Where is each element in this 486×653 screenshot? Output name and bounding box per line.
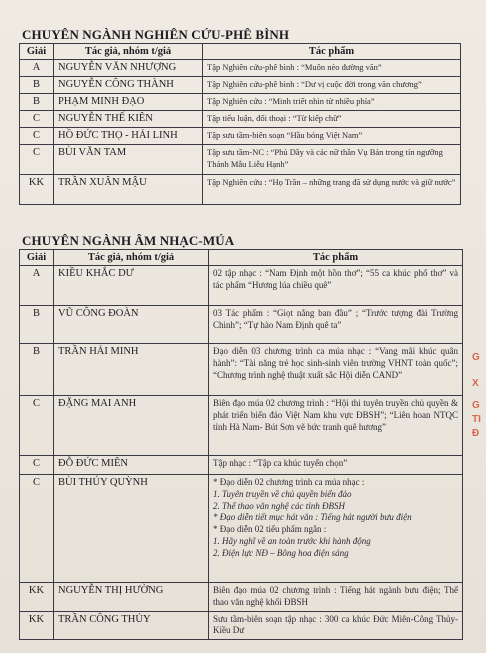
- award-grade: C: [20, 456, 54, 475]
- work-text: Tập tiểu luận, đối thoại : “Từ kiếp chữ”: [207, 113, 342, 123]
- table-body: [20, 266, 463, 640]
- author-name: HỒ ĐỨC THỌ - HẢI LINH: [54, 128, 203, 145]
- work-text: Biên đạo múa 02 chương trình : “Hội thi tuyên truyền chủ quyền & phát triển biển đảo Việt Nam khu vực ĐBSH”; “Liên hoan NTQC tỉnh Hà Nam- Bút Sơn vẽ bức tranh quê hương”: [213, 398, 458, 432]
- table-body: [20, 60, 461, 205]
- work-text: Sưu tầm-biên soạn tập nhạc : 300 ca khúc Đức Miên-Công Thủy-Kiều Dư: [213, 613, 458, 636]
- author-name: TRẦN XUÂN MẬU: [54, 175, 203, 205]
- table-row: [20, 128, 461, 145]
- header-work: Tác phẩm: [209, 250, 463, 266]
- table-row: [20, 456, 463, 475]
- work-text: Tập Nghiên cứu-phê bình : “Muôn nẻo đường văn”: [207, 62, 382, 72]
- work-text: Tập sưu tầm-biên soạn “Hầu bóng Việt Nam”: [207, 130, 363, 140]
- work-cell: [209, 344, 463, 396]
- table-row: [20, 266, 463, 306]
- award-grade: B: [20, 94, 54, 111]
- work-text: 02 tập nhạc : “Nam Định một hồn thơ”; “55 ca khúc phố thơ” và tác phẩm “Hương lúa chiều quê”: [213, 268, 458, 290]
- award-grade: KK: [20, 583, 54, 612]
- work-cell: [209, 583, 463, 612]
- table-row: [20, 94, 461, 111]
- author-name: NGUYỄN THỊ HƯỜNG: [54, 583, 209, 612]
- table-row: [20, 396, 463, 456]
- section-title-music-dance: CHUYÊN NGÀNH ÂM NHẠC-MÚA: [22, 233, 235, 248]
- award-grade: C: [20, 396, 54, 456]
- edge-stamp-fragment: G: [472, 400, 480, 411]
- author-name: NGUYỄN VĂN NHƯỢNG: [54, 60, 203, 77]
- work-text: Biên đạo múa 02 chương trình : Tiếng hát ngành bưu điện; Thể thao văn nghệ khối ĐBSH: [213, 585, 458, 607]
- work-text: Tập Nghiên cứu : “Minh triết nhìn từ nhiều phía”: [207, 96, 375, 106]
- edge-stamp-fragment: X: [472, 378, 479, 389]
- award-grade: C: [20, 128, 54, 145]
- work-text: 1. Hãy nghĩ về an toàn trước khi hành động: [213, 535, 371, 546]
- author-name: NGUYỄN CÔNG THÀNH: [54, 77, 203, 94]
- work-cell: [209, 456, 463, 475]
- award-grade: A: [20, 266, 54, 306]
- author-name: TRẦN HẢI MINH: [54, 344, 209, 396]
- work-text: * Đạo diễn tiết mục hát văn : Tiếng hát người bưu điện: [213, 512, 412, 523]
- table-row: [20, 77, 461, 94]
- edge-stamp-fragment: TI: [472, 414, 481, 425]
- author-name: BÙI THÚY QUỲNH: [54, 475, 209, 583]
- table-row: [20, 306, 463, 344]
- author-name: ĐỖ ĐỨC MIÊN: [54, 456, 209, 475]
- work-text: Tập nhạc : “Tập ca khúc tuyển chọn”: [213, 458, 348, 468]
- work-cell: [209, 266, 463, 306]
- award-grade: A: [20, 60, 54, 77]
- header-work: Tác phẩm: [203, 44, 461, 60]
- table-row: [20, 611, 463, 640]
- work-cell: [203, 60, 461, 77]
- award-grade: B: [20, 77, 54, 94]
- work-text: Tập Nghiên cứu : “Họ Trần – những trang đã sử dụng nước và giữ nước”: [207, 177, 456, 187]
- author-name: KIỀU KHẮC DƯ: [54, 266, 209, 306]
- work-cell: [203, 175, 461, 205]
- work-text: 1. Tuyên truyền về chủ quyền biển đảo: [213, 488, 352, 499]
- work-text: 2. Thể thao văn nghệ các tỉnh ĐBSH: [213, 500, 345, 511]
- table-row: [20, 111, 461, 128]
- header-author: Tác giả, nhóm t/giả: [54, 44, 203, 60]
- award-grade: KK: [20, 175, 54, 205]
- work-cell: [203, 77, 461, 94]
- work-text: Đạo diễn 03 chương trình ca múa nhạc : “Vang mãi khúc quân hành”: “Tài năng trẻ học sinh-sinh viên trường VHNT toàn quốc”; “Chương trình nghệ thuật xuất sắc Hội diễn CAND”: [213, 346, 458, 380]
- work-cell: [203, 128, 461, 145]
- table-row: [20, 344, 463, 396]
- award-grade: KK: [20, 611, 54, 640]
- award-grade: B: [20, 344, 54, 396]
- table-row: [20, 60, 461, 77]
- author-name: VŨ CÔNG ĐOÀN: [54, 306, 209, 344]
- work-text: Tập sưu tầm-NC : “Phủ Dầy và các nữ thần Vụ Bản trong tín ngưỡng Thánh Mẫu Liễu Hạnh”: [207, 147, 443, 169]
- work-text: * Đạo diễn 02 chương trình ca múa nhạc :: [213, 477, 365, 487]
- author-name: PHẠM MINH ĐẠO: [54, 94, 203, 111]
- award-grade: B: [20, 306, 54, 344]
- work-cell: [203, 145, 461, 175]
- work-text: * Đạo diễn 02 tiểu phẩm ngắn :: [213, 524, 327, 535]
- section-title-research: CHUYÊN NGÀNH NGHIÊN CỨU-PHÊ BÌNH: [22, 27, 290, 42]
- table-row: [20, 583, 463, 612]
- edge-stamp-fragment: G: [472, 352, 480, 363]
- awards-table-music-dance: [19, 249, 463, 640]
- work-text: Tập Nghiên cứu-phê bình : “Dư vị cuộc đời trong văn chương”: [207, 79, 422, 89]
- work-cell: [203, 111, 461, 128]
- table-row: [20, 175, 461, 205]
- author-name: TRẦN CÔNG THỦY: [54, 611, 209, 640]
- work-cell: [209, 475, 463, 583]
- author-name: NGUYỄN THẾ KIÊN: [54, 111, 203, 128]
- table-header-row: [20, 250, 463, 266]
- header-author: Tác giả, nhóm t/giả: [54, 250, 209, 266]
- work-cell: [203, 94, 461, 111]
- work-cell: [209, 306, 463, 344]
- work-text: 03 Tác phẩm : “Giọt nắng ban đầu” ; “Trước tượng đài Trường Chinh”; “Tự hào Nam Định quê ta”: [213, 308, 458, 330]
- table-row: [20, 475, 463, 583]
- header-grade: Giải: [20, 44, 54, 60]
- work-cell: [209, 396, 463, 456]
- table-row: [20, 145, 461, 175]
- header-grade: Giải: [20, 250, 54, 266]
- work-text: 2. Điện lực NĐ – Bông hoa điện sáng: [213, 547, 349, 558]
- award-grade: C: [20, 145, 54, 175]
- award-grade: C: [20, 475, 54, 583]
- author-name: BÙI VĂN TAM: [54, 145, 203, 175]
- award-grade: C: [20, 111, 54, 128]
- author-name: ĐẶNG MAI ANH: [54, 396, 209, 456]
- table-header-row: [20, 44, 461, 60]
- work-cell: [209, 611, 463, 640]
- awards-table-research: [19, 43, 461, 205]
- edge-stamp-fragment: Đ: [472, 428, 480, 439]
